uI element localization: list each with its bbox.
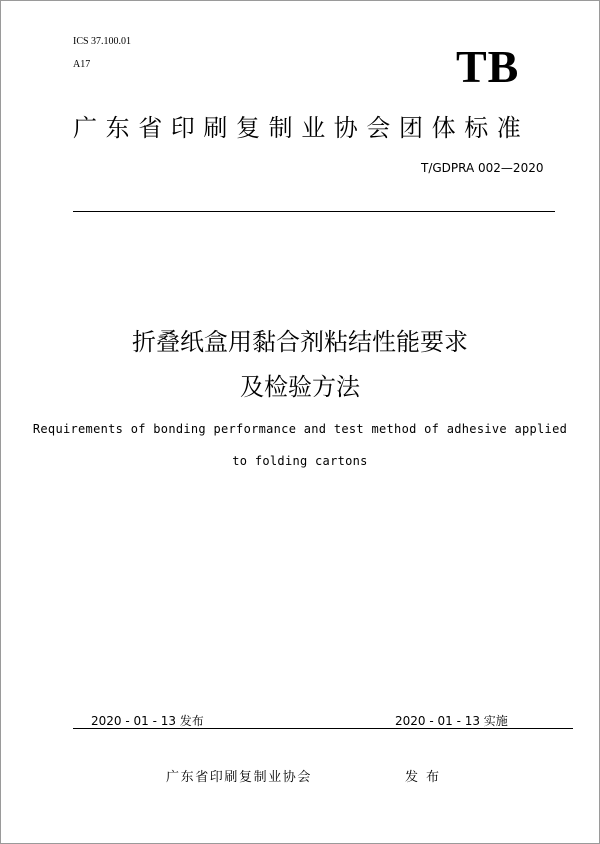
- top-divider: [73, 211, 555, 212]
- title-cn-line1: 折叠纸盒用黏合剂粘结性能要求: [132, 328, 468, 356]
- standard-number: T/GDPRA 002—2020: [421, 161, 544, 175]
- title-en-line2: to folding cartons: [232, 454, 368, 468]
- issue-label: 发布: [405, 770, 448, 785]
- tb-logo: TB: [456, 41, 520, 92]
- ics-code: ICS 37.100.01: [73, 36, 132, 47]
- category-code: A17: [73, 59, 91, 70]
- title-en-line1: Requirements of bonding performance and test method of adhesive applied: [32, 422, 568, 436]
- publish-date: 2020 - 01 - 13 发布: [91, 714, 204, 728]
- title-cn-line2: 及检验方法: [240, 373, 360, 401]
- org-standard-title: 广东省印刷复制业协会团体标准: [73, 114, 530, 142]
- implement-date: 2020 - 01 - 13 实施: [395, 714, 508, 728]
- issuer-name: 广东省印刷复制业协会: [166, 770, 313, 785]
- bottom-divider: [73, 728, 573, 729]
